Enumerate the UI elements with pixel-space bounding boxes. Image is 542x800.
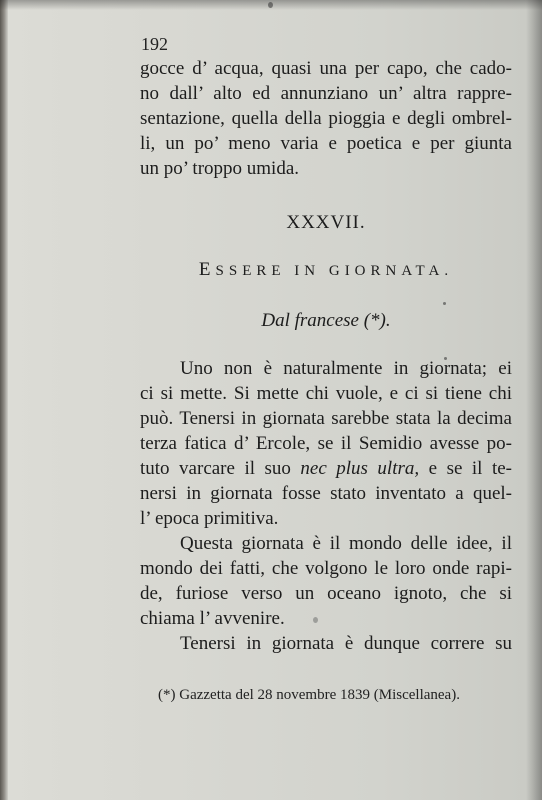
text-line: [140, 456, 512, 481]
chapter-subtitle: Dal francese (*).: [261, 310, 391, 331]
text-line: chiama l’ avvenire.: [140, 608, 285, 629]
text-line: no dall’ alto ed annunziano un’ altra rappre-: [140, 83, 512, 104]
chapter-title-rest: SSERE IN GIORNATA.: [215, 263, 454, 279]
text-line: ci si mette. Si mette chi vuole, e ci si tiene chi: [140, 383, 512, 404]
footnote: (*) Gazzetta del 28 novembre 1839 (Miscellanea).: [158, 687, 460, 703]
text-line: l’ epoca primitiva.: [140, 508, 279, 529]
text-line: un po’ troppo umida.: [140, 158, 300, 179]
text-line: gocce d’ acqua, quasi una per capo, che cado-: [140, 58, 512, 79]
text-fragment: tuto varcare il suo: [140, 458, 301, 479]
latin-phrase: nec plus ultra,: [300, 458, 420, 479]
text-line: può. Tenersi in giornata sarebbe stata la decima: [140, 408, 512, 429]
text-line: nersi in giornata fosse stato inventato a quel-: [140, 483, 512, 504]
text-line: mondo dei fatti, che volgono le loro onde rapi-: [140, 558, 512, 579]
page-right-shadow: [526, 0, 542, 800]
text-line: Uno non è naturalmente in giornata; ei: [180, 358, 512, 379]
page-left-edge: [0, 0, 8, 800]
paper-spot: [443, 302, 446, 305]
paper-spot: [268, 2, 273, 8]
chapter-title: [140, 259, 512, 281]
text-line: terza fatica d’ Ercole, se il Semidio avesse po-: [140, 433, 512, 454]
text-line: de, furiose verso un oceano ignoto, che si: [140, 583, 512, 604]
text-line: sentazione, quella della pioggia e degli ombrel-: [140, 108, 512, 129]
body-paragraphs: [140, 356, 512, 656]
text-fragment: e se il te-: [419, 458, 512, 479]
text-line: Tenersi in giornata è dunque correre su: [180, 633, 512, 654]
text-line: li, un po’ meno varia e poetica e per giunta: [140, 133, 512, 154]
opening-paragraph: [140, 56, 512, 181]
chapter-title-initial: E: [198, 259, 216, 280]
text-line: Questa giornata è il mondo delle idee, il: [180, 533, 512, 554]
chapter-number: XXXVII.: [286, 212, 366, 233]
page-number: 192: [141, 34, 168, 54]
